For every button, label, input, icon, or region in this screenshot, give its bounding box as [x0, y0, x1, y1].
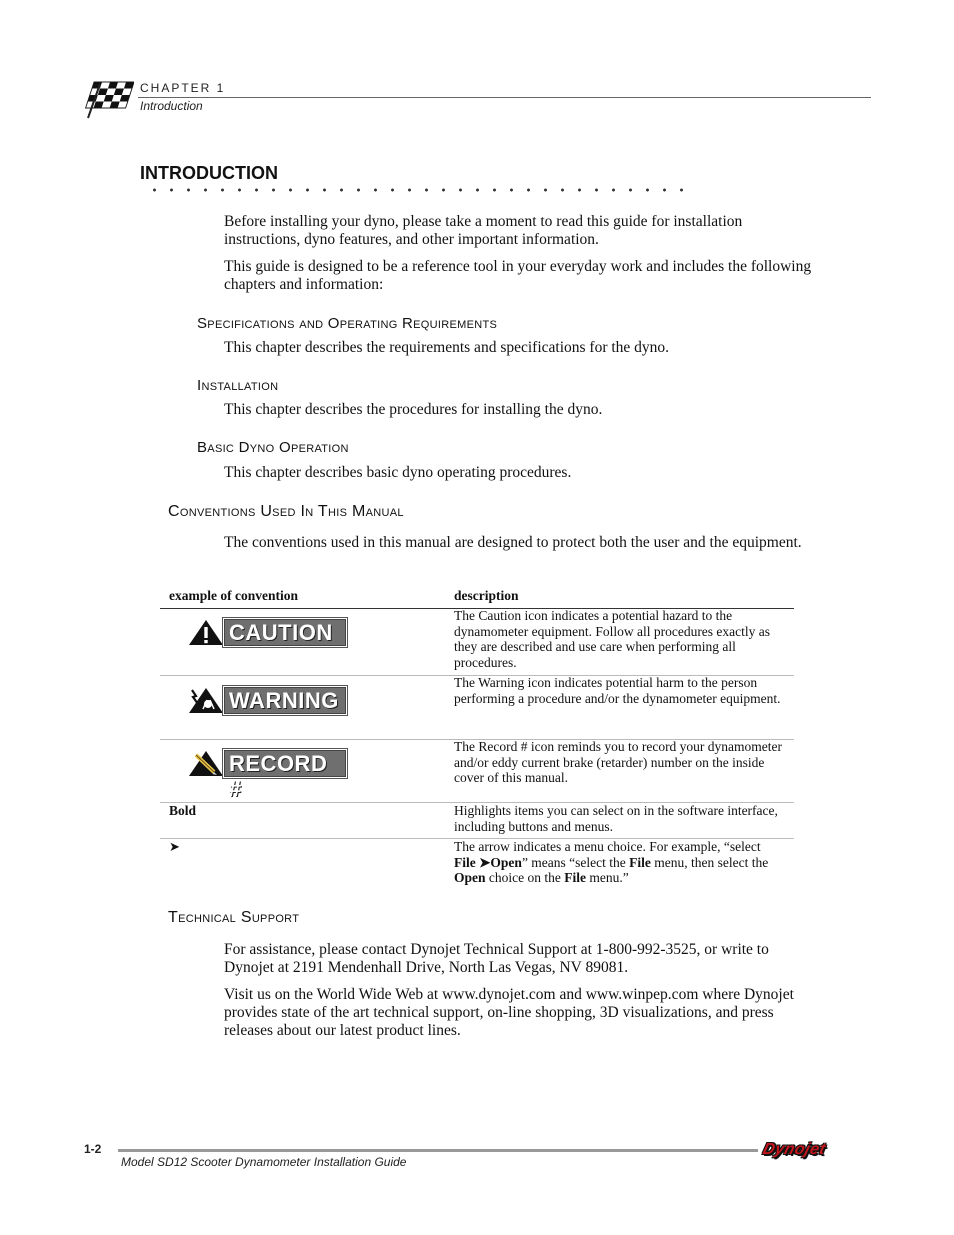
title-dotted-rule	[146, 188, 686, 192]
caution-badge	[188, 619, 346, 646]
chapter-text-basic-operation: This chapter describes basic dyno operating procedures.	[224, 464, 572, 481]
support-heading: Technical Support	[168, 909, 300, 926]
caution-description: The Caution icon indicates a potential hazard to the dynamometer equipment. Follow all procedures exactly as they are described and use care when performing all procedures.	[454, 608, 771, 670]
caution-badge-label: CAUTION	[224, 619, 346, 646]
warning-description: The Warning icon indicates potential harm to the person performing a procedure and/or the dynamometer equipment.	[454, 675, 781, 706]
chapter-text-specifications: This chapter describes the requirements and specifications for the dyno.	[224, 339, 670, 356]
arrow-description-bold: File	[564, 870, 586, 885]
dynojet-logo	[763, 1141, 867, 1159]
chapter-text-installation: This chapter describes the procedures for installing the dyno.	[224, 401, 603, 418]
chapter-label: CHAPTER 1	[140, 81, 226, 95]
intro-paragraph-2: This guide is designed to be a reference tool in your everyday work and includes the following chapters and information:	[224, 258, 812, 293]
header-rule	[138, 97, 871, 98]
chapter-heading-specifications: Specifications and Operating Requirements	[197, 315, 498, 332]
warning-badge-label: WARNING	[224, 687, 346, 714]
table-header-description: description	[454, 588, 519, 603]
page-title: INTRODUCTION	[140, 163, 278, 183]
intro-paragraph-1: Before installing your dyno, please take a moment to read this guide for installation instructions, dyno features, and other important information.	[224, 213, 743, 248]
bold-example: Bold	[169, 803, 197, 818]
arrow-description-text: choice on the	[485, 870, 565, 885]
arrow-description-text: menu.”	[586, 870, 629, 885]
dynojet-logo-text: Dynojet	[761, 1141, 828, 1158]
conventions-text: The conventions used in this manual are designed to protect both the user and the equipment.	[224, 534, 802, 551]
record-description: The Record # icon reminds you to record your dynamometer and/or eddy current brake (retarder) number on the inside cover of this manual.	[454, 739, 783, 785]
arrow-description-text: The arrow indicates a menu choice. For example, “select	[454, 839, 761, 854]
chapter-heading-installation: Installation	[197, 377, 279, 394]
arrow-description-text: ” means “select the	[521, 854, 630, 870]
record-badge-label: RECORD #	[224, 750, 346, 777]
arrow-example-icon: ➤	[169, 840, 180, 855]
arrow-description-bold: Open	[454, 870, 486, 885]
page-number: 1-2	[84, 1142, 102, 1156]
bold-description: Highlights items you can select on in the software interface, including buttons and menus.	[454, 803, 778, 834]
conventions-heading: Conventions Used In This Manual	[168, 503, 404, 520]
warning-icon	[188, 687, 224, 714]
footer-rule	[118, 1149, 758, 1152]
warning-badge	[188, 687, 346, 714]
support-paragraph-2: Visit us on the World Wide Web at www.dynojet.com and www.winpep.com where Dynojet provides state of the art technical support, on-line shopping, 3D visualizations, and press releases about our latest product lines.	[224, 986, 794, 1039]
arrow-description-bold: File ➤Open	[454, 854, 522, 870]
record-badge	[188, 750, 346, 801]
chapter-heading-basic-operation: Basic Dyno Operation	[197, 439, 349, 456]
arrow-description-text: menu, then select the	[650, 854, 769, 870]
record-icon	[188, 750, 224, 777]
doc-title: Model SD12 Scooter Dynamometer Installation Guide	[121, 1155, 407, 1169]
arrow-description	[454, 839, 784, 886]
checkered-flag-icon	[82, 76, 134, 120]
table-header-example: example of convention	[169, 588, 298, 603]
section-label: Introduction	[140, 99, 203, 113]
support-paragraph-1: For assistance, please contact Dynojet Technical Support at 1-800-992-3525, or write to Dynojet at 2191 Mendenhall Drive, North Las Vegas, NV 89081.	[224, 941, 769, 976]
caution-icon	[188, 619, 224, 646]
arrow-description-bold: File	[629, 854, 651, 870]
